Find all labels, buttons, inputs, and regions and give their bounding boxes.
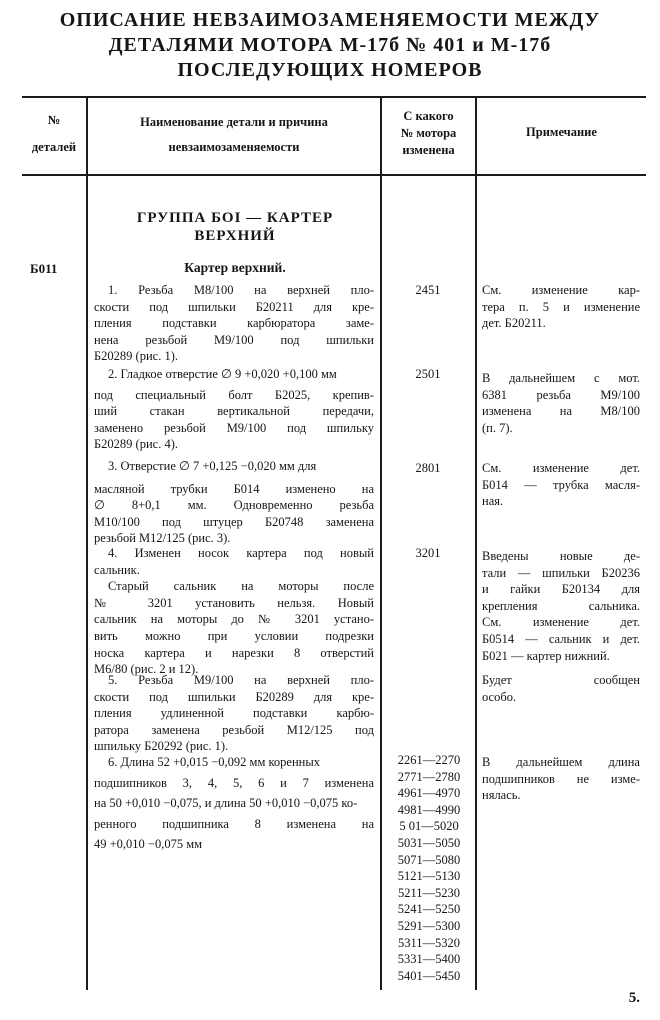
from-motor-number: 2451 <box>415 283 441 297</box>
item-text: 4. Изменен носок картера под новый сальник. Старый сальник на моторы после № 3201 установить нельзя. Новый сальник на моторы до № 3201 устано- вить можно при условии подрезки носка картера и нарезки 8 отверстий М6/80 (рис. 2 и 12). <box>94 546 374 677</box>
motor-range: 5311—5320 <box>397 935 461 950</box>
motor-range: 4961—4970 <box>397 786 461 801</box>
column-divider <box>475 96 477 990</box>
column-divider <box>380 96 382 990</box>
motor-range: 5291—5300 <box>397 918 461 933</box>
title-line: ДЕТАЛЯМИ МОТОРА М-17б № 401 и М-17б <box>108 34 552 56</box>
title-line: ПОСЛЕДУЮЩИХ НОМЕРОВ <box>177 59 483 81</box>
motor-range: 5241—5250 <box>397 902 461 917</box>
item-note: В дальнейшем с мот. 6381 резьба М9/100 изменена на М8/100 (п. 7). <box>482 371 640 435</box>
header-part-number: № деталей <box>31 113 77 154</box>
part-code: Б011 <box>30 261 58 276</box>
motor-range: 5211—5230 <box>397 885 461 900</box>
item-note: В дальнейшем длина подшипников не изме- нялась. <box>482 755 640 803</box>
item-text: 6. Длина 52 +0,015 −0,092 мм коренных подшипников 3, 4, 5, 6 и 7 изменена на 50 +0,010 −0,075, и длина 50 +0,010 −0,075 ко- ренного подшипника 8 изменена на 49 +0,010 −0,075 мм <box>94 755 374 852</box>
motor-range: 5331—5400 <box>397 952 461 967</box>
page-title <box>0 8 660 83</box>
item-text: 5. Резьба М9/100 на верхней пло- скости под шпильки Б20289 для кре- пления удлиненной подставки карбю- ратора заменена резьбой М12/125 под шпильку Б20292 (рис. 1). <box>94 673 374 754</box>
column-divider <box>86 96 88 990</box>
group-title: ГРУППА БОI — КАРТЕР ВЕРХНИЙ <box>136 210 334 244</box>
from-motor-number: 2801 <box>415 461 441 475</box>
motor-range: 5401—5450 <box>397 968 461 983</box>
table-top-rule <box>22 96 646 98</box>
motor-range: 5071—5080 <box>397 852 461 867</box>
header-from-motor: С какого № мотора изменена <box>400 109 457 157</box>
table-header-rule <box>22 174 646 176</box>
part-subheading: Картер верхний. <box>184 260 286 275</box>
motor-range: 4981—4990 <box>397 802 461 817</box>
item-note: Будет сообщен особо. <box>482 673 640 704</box>
motor-range: 5 01—5020 <box>399 819 459 834</box>
motor-range: 2771—2780 <box>397 769 461 784</box>
header-note: Примечание <box>526 125 597 139</box>
from-motor-ranges <box>386 752 472 984</box>
item-note: См. изменение дет. Б014 — трубка масля- ная. <box>482 461 640 509</box>
page-number: 5. <box>628 990 640 1006</box>
item-text: 1. Резьба М8/100 на верхней пло- скости под шпильки Б20211 для кре- пления подставки карбюратора заме- нена резьбой М9/100 под шпильки Б20289 (рис. 1). <box>94 283 374 364</box>
title-line: ОПИСАНИЕ НЕВЗАИМОЗАМЕНЯЕМОСТИ МЕЖДУ <box>59 9 601 31</box>
motor-range: 5121—5130 <box>397 869 461 884</box>
item-note: См. изменение кар- тера п. 5 и изменение дет. Б20211. <box>482 283 640 331</box>
header-part-name: Наименование детали и причина невзаимозаменяемости <box>140 115 328 154</box>
item-text: 2. Гладкое отверстие ∅ 9 +0,020 +0,100 мм под специальный болт Б2025, крепив- ший стакан вертикальной передачи, заменено резьбой М9/100 под шпильку Б20289 (рис. 4). <box>94 367 374 452</box>
motor-range: 5031—5050 <box>397 835 461 850</box>
item-note: Введены новые де- тали — шпильки Б20236 и гайки Б20134 для крепления сальника. См. изменение дет. Б0514 — сальник и дет. Б021 — картер нижний. <box>482 549 640 663</box>
from-motor-number: 2501 <box>415 367 441 381</box>
item-text: 3. Отверстие ∅ 7 +0,125 −0,020 мм для масляной трубки Б014 изменено на ∅ 8+0,1 мм. Одновременно резьба М10/100 под штуцер Б20748 заменена резьбой М12/125 (рис. 3). <box>94 459 374 546</box>
from-motor-number: 3201 <box>415 546 441 560</box>
motor-range: 2261—2270 <box>397 753 461 767</box>
